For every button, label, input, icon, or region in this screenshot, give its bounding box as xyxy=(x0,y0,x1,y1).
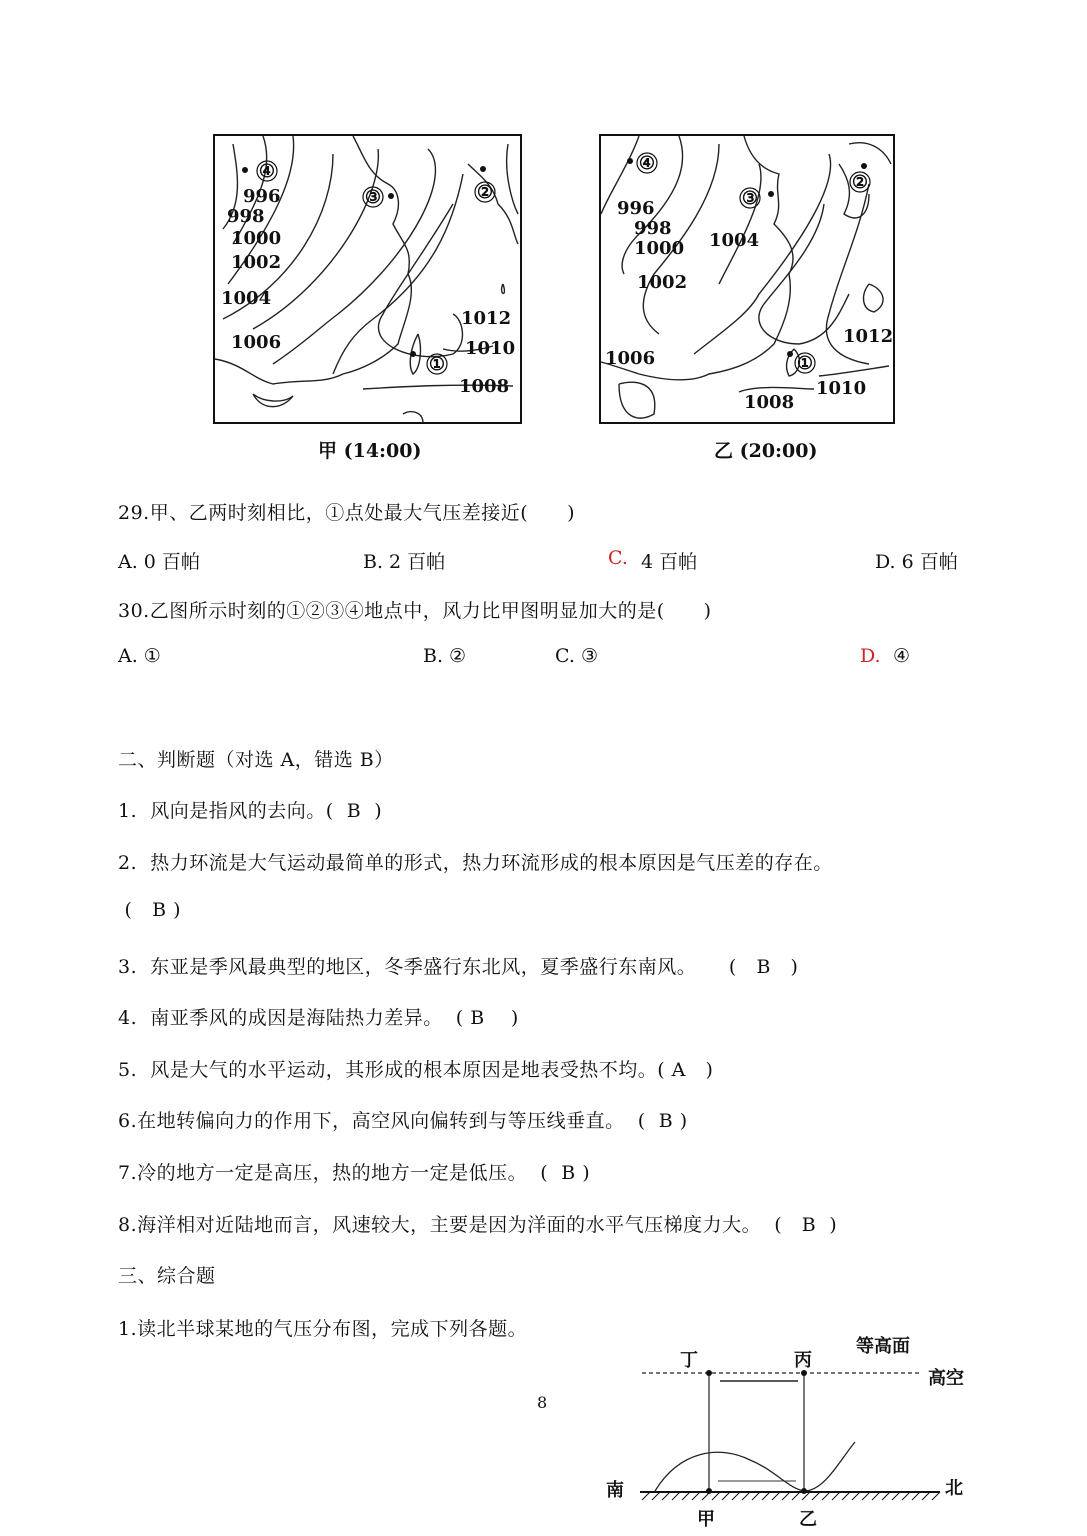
section-3-title: 三、综合题 xyxy=(118,1265,216,1287)
map-yi-isobar-label: 1004 xyxy=(709,230,760,251)
judgement-item: 5. 风是大气的水平运动，其形成的根本原因是地表受热不均。( A ) xyxy=(118,1059,714,1081)
map-jia-isobar-label: 1000 xyxy=(231,228,282,249)
map-yi-point-1: ① xyxy=(796,353,814,374)
map-jia-point-1: ① xyxy=(428,354,446,375)
map-jia-isobar-label: 996 xyxy=(243,186,281,207)
pressure-distribution-diagram xyxy=(600,1330,980,1530)
map-yi-isobar-label: 1008 xyxy=(744,392,795,413)
q30-option-c: C. ③ xyxy=(555,645,598,667)
label-yi: 乙 xyxy=(799,1509,817,1530)
page-number: 8 xyxy=(537,1393,548,1412)
q29-option-a: A. 0 百帕 xyxy=(118,551,200,573)
judgement-item: 6.在地转偏向力的作用下，高空风向偏转到与等压线垂直。 ( B ) xyxy=(118,1110,688,1132)
judgement-item-answer: ( B ) xyxy=(118,899,181,921)
map-jia-isobar-label: 1012 xyxy=(461,308,512,329)
map-yi-isobar-label: 1012 xyxy=(843,326,894,347)
q30-option-d-letter: D. xyxy=(860,645,881,667)
q30-option-b: B. ② xyxy=(423,645,467,667)
map-jia-point-4: ④ xyxy=(258,161,276,182)
judgement-item: 2. 热力环流是大气运动最简单的形式，热力环流形成的根本原因是气压差的存在。 xyxy=(118,852,833,874)
map-jia-isobar-label: 1008 xyxy=(459,376,510,397)
q29-option-c-letter: C. xyxy=(608,547,628,569)
label-ding: 丁 xyxy=(680,1350,698,1371)
isobar-map-yi xyxy=(599,134,897,426)
judgement-item: 8.海洋相对近陆地而言，风速较大，主要是因为洋面的水平气压梯度力大。 ( B ) xyxy=(118,1214,838,1236)
map-yi-point-4: ④ xyxy=(638,153,656,174)
judgement-item: 3. 东亚是季风最典型的地区，冬季盛行东北风，夏季盛行东南风。 ( B ) xyxy=(118,956,799,978)
q30-option-a: A. ① xyxy=(118,645,161,667)
map-yi-isobar-label: 1006 xyxy=(605,348,656,369)
isobar-map-jia xyxy=(213,134,523,426)
label-bing: 丙 xyxy=(794,1350,812,1371)
map-jia-point-2: ② xyxy=(476,182,494,203)
map-jia-isobar-label: 1010 xyxy=(465,338,516,359)
map-yi-point-3: ③ xyxy=(741,188,759,209)
judgement-item: 7.冷的地方一定是高压，热的地方一定是低压。 ( B ) xyxy=(118,1162,591,1184)
label-south: 南 xyxy=(606,1480,624,1501)
question-30-stem: 30.乙图所示时刻的①②③④地点中，风力比甲图明显加大的是( ) xyxy=(118,600,712,622)
map-jia-isobar-label: 998 xyxy=(227,206,265,227)
map-jia-isobar-label: 1002 xyxy=(231,252,282,273)
q30-option-d-text: ④ xyxy=(893,645,911,667)
label-upper-air: 高空 xyxy=(928,1368,964,1389)
map-yi-point-2: ② xyxy=(851,172,869,193)
map-yi-isobar-label: 996 xyxy=(617,198,655,219)
label-north: 北 xyxy=(945,1478,963,1499)
label-isosurface: 等高面 xyxy=(856,1336,910,1357)
section-2-title: 二、判断题（对选 A，错选 B） xyxy=(118,749,394,771)
judgement-item: 4. 南亚季风的成因是海陆热力差异。 ( B ) xyxy=(118,1007,519,1029)
q29-option-b: B. 2 百帕 xyxy=(363,551,446,573)
map-yi-isobar-label: 1000 xyxy=(634,238,685,259)
q29-option-c-text: 4 百帕 xyxy=(641,551,698,573)
map-yi-isobar-label: 1002 xyxy=(637,272,688,293)
question-29-stem: 29.甲、乙两时刻相比，①点处最大气压差接近( ) xyxy=(118,502,576,524)
map-yi-caption: 乙 (20:00) xyxy=(714,440,818,462)
map-yi-isobar-label: 1010 xyxy=(816,378,867,399)
label-jia: 甲 xyxy=(697,1509,715,1530)
q29-option-d: D. 6 百帕 xyxy=(875,551,958,573)
map-jia-point-3: ③ xyxy=(364,187,382,208)
map-jia-isobar-label: 1004 xyxy=(221,288,272,309)
map-yi-isobar-label: 998 xyxy=(634,218,672,239)
map-jia-caption: 甲 (14:00) xyxy=(318,440,422,462)
judgement-item: 1. 风向是指风的去向。( B ) xyxy=(118,800,383,822)
comprehensive-question-1: 1.读北半球某地的气压分布图，完成下列各题。 xyxy=(118,1318,528,1340)
map-jia-isobar-label: 1006 xyxy=(231,332,282,353)
